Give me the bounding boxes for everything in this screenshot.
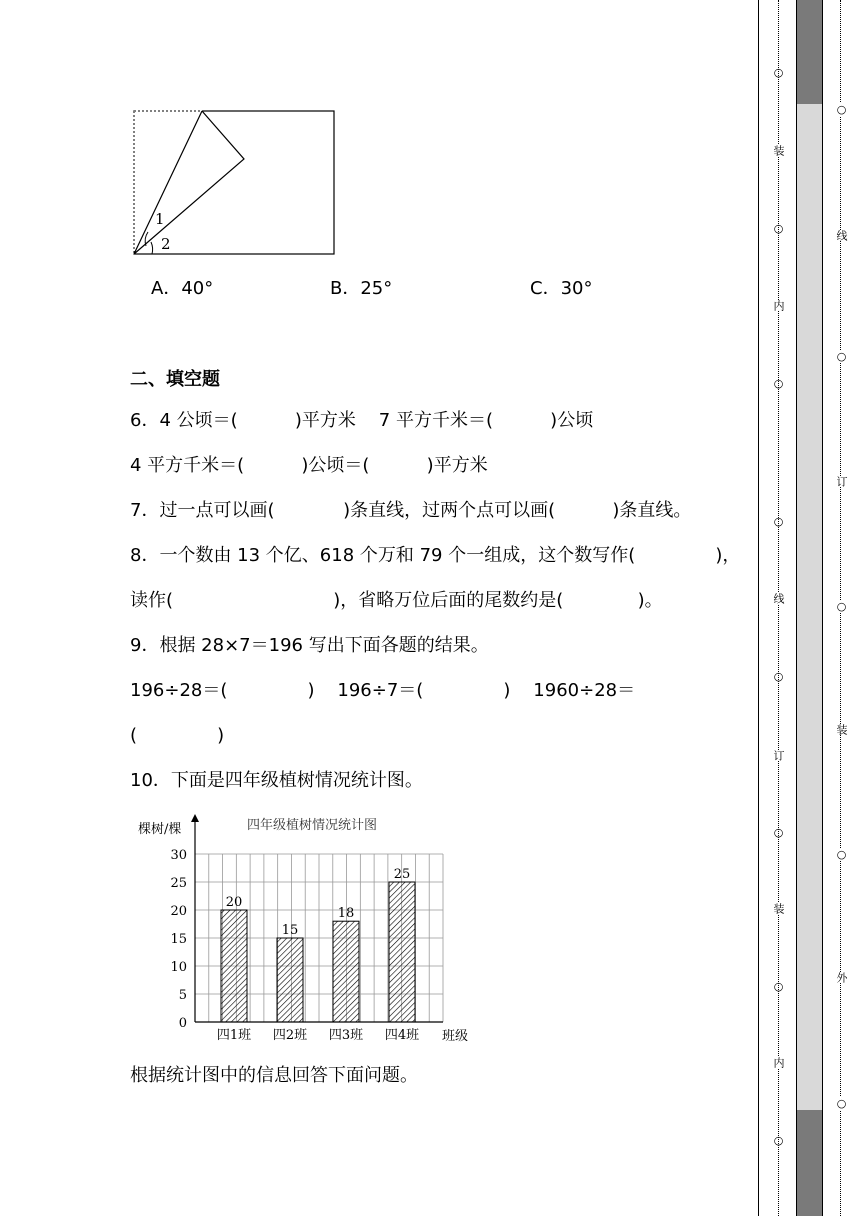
- question-10-instruction: 根据统计图中的信息回答下面问题。: [130, 1065, 418, 1086]
- bar: [221, 910, 247, 1022]
- binding-circle: ○: [772, 222, 785, 235]
- outer-border-line: [758, 0, 759, 1216]
- y-axis-label: 棵树/棵: [138, 822, 182, 837]
- question-6-line1: 6．4 公顷＝( )平方米 7 平方千米＝( )公顷: [130, 410, 594, 431]
- binding-circle: ○: [835, 600, 848, 613]
- question-9-line2: 196÷28＝( ) 196÷7＝( ) 1960÷28＝: [130, 680, 636, 701]
- folded-rectangle-figure: [128, 104, 343, 264]
- binding-circle: ○: [772, 670, 785, 683]
- binding-circle: ○: [835, 1097, 848, 1110]
- binding-char-xian-inner: 线: [835, 230, 848, 241]
- question-7: 7．过一点可以画( )条直线，过两个点可以画( )条直线。: [130, 500, 692, 521]
- cut-line-outer: [778, 0, 779, 1216]
- binding-circle: ○: [835, 103, 848, 116]
- folded-triangle: [134, 111, 244, 254]
- binding-circle: ○: [772, 377, 785, 390]
- bar-data-label: 20: [225, 895, 243, 910]
- binding-circle: ○: [772, 515, 785, 528]
- x-axis-label: 班级: [442, 1029, 469, 1044]
- chart-title: 四年级植树情况统计图: [246, 818, 378, 833]
- question-9-line1: 9．根据 28×7＝196 写出下面各题的结果。: [130, 635, 489, 656]
- angle-1-label: 1: [155, 210, 165, 228]
- bar-data-label: 15: [281, 923, 299, 938]
- question-9-line3: ( ): [130, 725, 225, 746]
- binding-char-nei-2: 内: [772, 1057, 785, 1068]
- bar: [333, 921, 359, 1022]
- question-8-line2: 读作( )，省略万位后面的尾数约是( )。: [130, 590, 663, 611]
- binding-dark-band-top: [796, 0, 822, 104]
- binding-gray-band: [796, 104, 822, 1110]
- binding-circle: ○: [772, 826, 785, 839]
- bar-data-label: 18: [337, 906, 355, 922]
- binding-char-xian: 线: [772, 593, 785, 604]
- y-tick-label: 0: [178, 1016, 187, 1031]
- binding-margin: [752, 0, 860, 1216]
- x-category-label: 四4班: [384, 1028, 420, 1043]
- tree-planting-bar-chart: [128, 808, 478, 1048]
- y-tick-label: 10: [170, 960, 187, 975]
- y-tick-label: 15: [170, 932, 187, 947]
- bar: [389, 882, 415, 1022]
- y-tick-label: 5: [178, 988, 187, 1003]
- fold-line: [134, 111, 202, 254]
- x-category-label: 四3班: [328, 1028, 364, 1043]
- binding-char-zhuang-2: 装: [772, 903, 785, 914]
- option-a[interactable]: A．40°: [151, 278, 214, 299]
- option-c[interactable]: C．30°: [530, 278, 593, 299]
- y-tick-label: 20: [170, 904, 187, 919]
- question-10: 10．下面是四年级植树情况统计图。: [130, 770, 423, 791]
- binding-circle: ○: [772, 1134, 785, 1147]
- y-tick-label: 25: [170, 876, 187, 891]
- question-8-line1: 8．一个数由 13 个亿、618 个万和 79 个一组成，这个数写作( )，: [130, 545, 741, 566]
- binding-char-zhuang: 装: [772, 145, 785, 156]
- option-b[interactable]: B．25°: [330, 278, 393, 299]
- binding-circle: ○: [772, 66, 785, 79]
- question-6-line2: 4 平方千米＝( )公顷＝( )平方米: [130, 455, 488, 476]
- bar: [277, 938, 303, 1022]
- y-tick-label: 30: [170, 848, 187, 863]
- x-category-label: 四2班: [272, 1028, 308, 1043]
- binding-char-ding: 订: [772, 750, 785, 761]
- x-category-label: 四1班: [216, 1028, 252, 1043]
- binding-char-zhuang-inner: 装: [835, 724, 848, 735]
- binding-char-wai-inner: 外: [835, 972, 848, 983]
- rectangle-outline: [134, 111, 334, 254]
- section-heading: 二、填空题: [130, 369, 220, 390]
- binding-dark-band-bottom: [796, 1110, 822, 1216]
- y-axis-arrow: [191, 814, 199, 822]
- binding-circle: ○: [835, 848, 848, 861]
- binding-char-ding-inner: 订: [835, 476, 848, 487]
- binding-circle: ○: [772, 980, 785, 993]
- bar-data-label: 25: [393, 867, 411, 882]
- binding-circle: ○: [835, 350, 848, 363]
- angle-2-label: 2: [161, 235, 171, 253]
- binding-char-nei: 内: [772, 300, 785, 311]
